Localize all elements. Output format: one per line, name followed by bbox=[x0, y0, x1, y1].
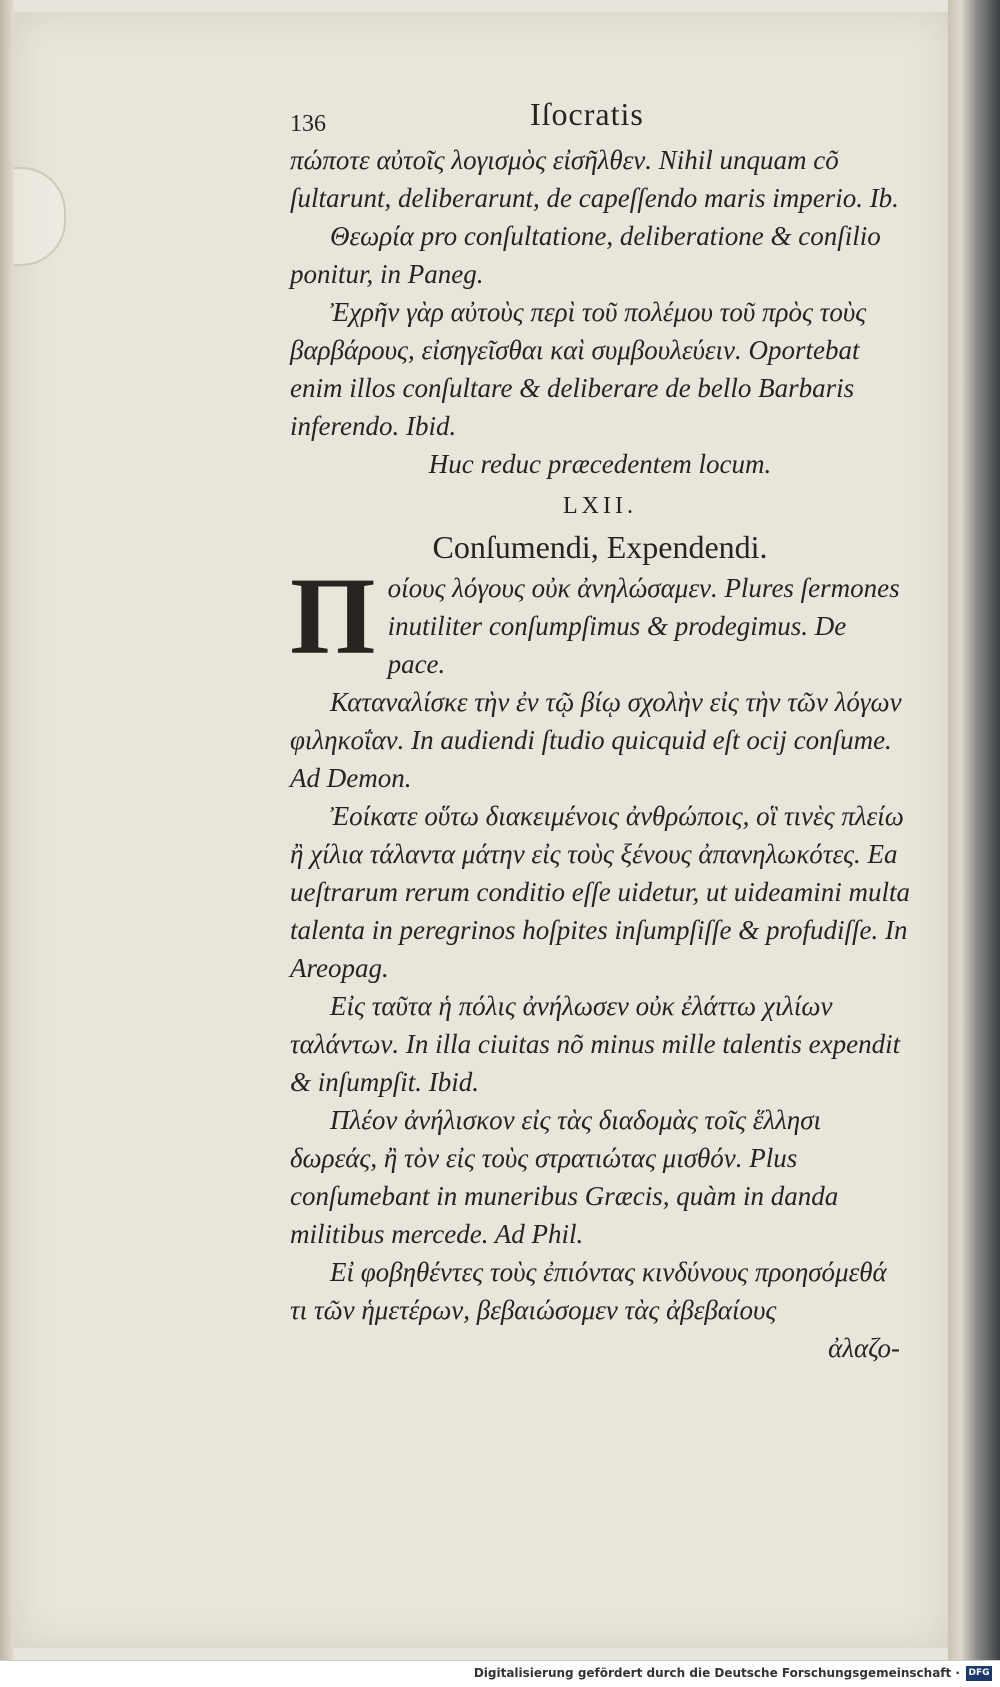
page-header bbox=[290, 95, 910, 141]
paragraph-eis-tauta: Εἰς ταῦτα ἡ πόλις ἀνήλωσεν οὐκ ἐλάττω χιλίων ταλάντων. In illa ciuitas nõ minus mille talentis expendit & inſumpſit. Ibid. bbox=[290, 991, 901, 1097]
section-number: LXII. bbox=[563, 493, 637, 519]
section-heading: Conſumendi, Expendendi. bbox=[432, 529, 768, 565]
paragraph-ei-phobethentes: Εἰ φοβηθέντες τοὺς ἐπιόντας κινδύνους προησόμεθά τι τῶν ἡμετέρων, βεβαιώσομεν τὰς ἀβεβαίους bbox=[290, 1257, 887, 1325]
book-left-edge bbox=[0, 0, 14, 1660]
dfg-logo-icon: DFG bbox=[966, 1666, 992, 1681]
drop-cap-initial: Π bbox=[290, 555, 376, 677]
paragraph-eoikate: Ἐοίκατε οὕτω διακειμένοις ἀνθρώποις, οἳ τινὲς πλείω ἢ χίλια τάλαντα μάτην εἰς τοὺς ξένους ἀπανηλωκότες. Ea ueſtrarum rerum conditio eſſe uidetur, ut uideamini multa talenta in peregrinos hoſpites inſumpſiſſe & profudiſſe. In Areopag. bbox=[290, 801, 910, 983]
paragraph-poious-text: οίους λόγους οὐκ ἀνηλώσαμεν. Plures ſermones inutiliter conſumpſimus & prodegimus. De pace. bbox=[387, 573, 900, 679]
footer-bar bbox=[0, 1660, 1000, 1687]
funding-credit: Digitalisierung gefördert durch die Deutsche Forschungsgemeinschaft · bbox=[473, 1666, 960, 1680]
paragraph-katanaliske: Καταναλίσκε τὴν ἐν τῷ βίῳ σχολὴν εἰς τὴν τῶν λόγων φιληκοΐαν. In audiendi ſtudio quicquid eſt ocij conſume. Ad Demon. bbox=[290, 687, 902, 793]
paragraph-pleon: Πλέον ἀνήλισκον εἰς τὰς διαδομὰς τοῖς ἕλλησι δωρεάς, ἢ τὸν εἰς τοὺς στρατιώτας μισθόν. Plus conſumebant in muneribus Græcis, quàm in danda militibus mercede. Ad Phil. bbox=[290, 1105, 839, 1249]
page-text bbox=[290, 95, 910, 1367]
running-title: Iſocratis bbox=[530, 96, 644, 132]
paragraph-echren: Ἐχρῆν γὰρ αὐτοὺς περὶ τοῦ πολέμου τοῦ πρὸς τοὺς βαρβάρους, εἰσηγεῖσθαι καὶ συμβουλεύειν. Oportebat enim illos conſultare & deliberare de bello Barbaris inferendo. Ibid. bbox=[290, 297, 867, 441]
book-right-edge bbox=[948, 0, 1000, 1660]
page-number: 136 bbox=[290, 111, 326, 137]
line-2: ſultarunt, deliberarunt, de capeſſendo maris imperio. Ib. bbox=[290, 183, 899, 213]
page-tab-ribbon bbox=[14, 167, 66, 266]
line-1: πώποτε αὐτοῖς λογισμὸς εἰσῆλθεν. Nihil unquam cõ bbox=[290, 145, 839, 175]
cross-reference-note: Huc reduc præcedentem locum. bbox=[428, 449, 772, 479]
paragraph-theoria: Θεωρία pro conſultatione, deliberatione & conſilio ponitur, in Paneg. bbox=[290, 221, 881, 289]
catchword: ἀλαζο- bbox=[828, 1333, 900, 1363]
paragraph-poious bbox=[290, 555, 910, 683]
